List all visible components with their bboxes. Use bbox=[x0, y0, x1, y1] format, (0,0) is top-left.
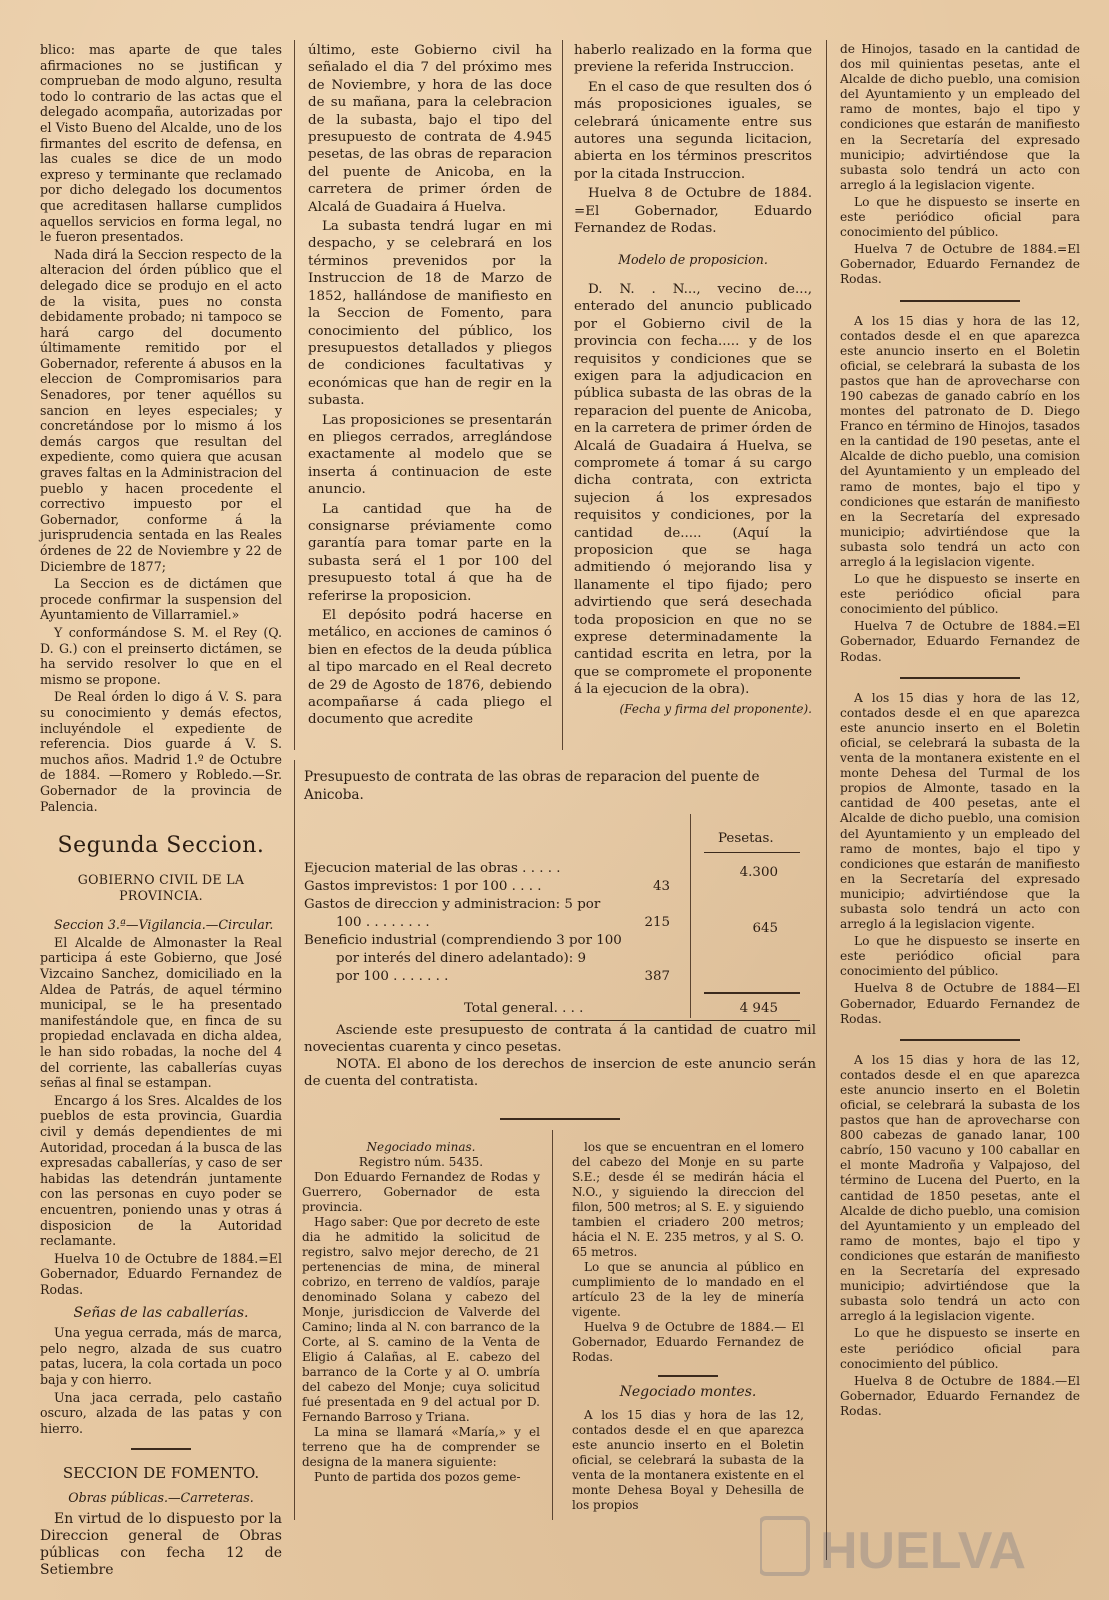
minas-block-continued bbox=[572, 1140, 804, 1513]
budget-row-total: 4.300 bbox=[739, 865, 778, 880]
col1-paragraph: Una yegua cerrada, más de marca, pelo negro, alzada de sus cuatro patas, lucera, la cola cortada un poco baja y con hierro. bbox=[40, 1325, 282, 1387]
col1-paragraph: blico: mas aparte de que tales afirmaciones no se justifican y comprueban de modo alguno, resulta todo lo contrario de las actas que el delegado acompaña, autorizadas por el Visto Bueno del Alcalde, uno de los firmantes del escrito de defensa, en las cuales se dice de un modo expreso y terminante que reclamado por dicho delegado los documentos que acreditasen hallarse cumplidos aquellos servicios en forma legal, no le fueron presentados. bbox=[40, 42, 282, 245]
budget-note: NOTA. El abono de los derechos de insercion de este anuncio serán de cuenta del contratista. bbox=[304, 1057, 816, 1089]
budget-block bbox=[304, 768, 816, 1034]
column-rule-5 bbox=[552, 1130, 553, 1520]
budget-total-label: Total general. . . . bbox=[464, 1001, 584, 1016]
column-rule-1 bbox=[294, 40, 295, 750]
budget-row-label: Ejecucion material de las obras . . . . . bbox=[304, 861, 561, 876]
budget-row-label: Gastos de direccion y administracion: 5 por bbox=[304, 897, 601, 912]
watermark-shield-icon bbox=[760, 1510, 1060, 1580]
col2-paragraph: El depósito podrá hacerse en metálico, en acciones de caminos ó bien en efectos de la deuda pública al tipo marcado en el Real decreto de 29 de Agosto de 1876, debiendo acompañarse á cada pliego el documento que acredite bbox=[308, 608, 552, 728]
budget-bottom-rule bbox=[470, 1020, 800, 1021]
budget-row-amount: 43 bbox=[652, 879, 670, 894]
column-1 bbox=[40, 42, 282, 1581]
col2-paragraph: último, este Gobierno civil ha señalado el dia 7 del próximo mes de Noviembre, y hora de las doce de su mañana, para la celebracion de la subasta, bajo el tipo del presupuesto de contrata de 4.945 pesetas, de las obras de reparacion del puente de Anicoba, en la carretera de primer órden de Alcalá de Guadaira á Huelva. bbox=[308, 43, 552, 215]
minas-heading: Negociado minas. bbox=[366, 1140, 476, 1154]
column-rule-4 bbox=[294, 760, 295, 1520]
divider bbox=[500, 1118, 620, 1120]
col1-paragraph: De Real órden lo digo á V. S. para su conocimiento y demás efectos, incluyéndole el expediente de referencia. Dios guarde á V. S. muchos años. Madrid 1.º de Octubre de 1884. —Romero y Robledo.—Sr. Gobernador de la provincia de Palencia. bbox=[40, 689, 282, 814]
budget-row-label: por 100 . . . . . . . bbox=[336, 969, 449, 984]
col4-paragraph: Lo que he dispuesto se inserte en este periódico oficial para conocimiento del público. bbox=[840, 194, 1080, 240]
col4-paragraph: A los 15 dias y hora de las 12, contados desde el en que aparezca este anuncio inserto en el Boletin oficial, se celebrará la subasta de los pastos que han de aprovecharse con 190 cabezas de ganado cabrío en los montes del patronato de D. Diego Franco en término de Hinojos, tasados en la cantidad de 190 pesetas, ante el Alcalde de dicho pueblo, una comision del Ayuntamiento y un empleado del ramo de montes, bajo el tipo y condiciones que estarán de manifiesto en la Secretaría del expresado municipio; advirtiéndose que la subasta solo tendrá un acto con arreglo á la legislacion vigente. bbox=[840, 313, 1080, 569]
column-2 bbox=[308, 42, 552, 731]
budget-row-label: por interés del dinero adelantado): 9 bbox=[336, 951, 586, 966]
col4-paragraph: Lo que he dispuesto se inserte en este periódico oficial para conocimiento del público. bbox=[840, 572, 1080, 617]
budget-row-label: 100 . . . . . . . . bbox=[336, 915, 430, 930]
budget-row-amount: 215 bbox=[644, 915, 670, 930]
budget-rule bbox=[690, 814, 691, 1018]
budget-row-label: Beneficio industrial (comprendiendo 3 por 100 bbox=[304, 933, 622, 948]
watermark-logo bbox=[760, 1510, 1060, 1580]
col1-paragraph: El Alcalde de Almonaster la Real participa á este Gobierno, que José Vizcaino Sanchez, domiciliado en la Aldea de Patrás, de aquel término municipal, se le ha presentado manifestándole que, en finca de su propiedad enclavada en dicha aldea, le han sido robadas, la noche del 4 del corriente, las caballerías cuyas señas al final se estampan. bbox=[40, 934, 282, 1091]
budget-header-rule bbox=[704, 852, 800, 853]
col2-paragraph: Las proposiciones se presentarán en pliegos cerrados, arreglándose exactamente al modelo que se inserta á continuacion de este anuncio. bbox=[308, 412, 552, 498]
col3-paragraph: D. N. . N..., vecino de..., enterado del anuncio publicado por el Gobierno civil de la provincia con fecha..... y de los requisitos y condiciones que se exigen para la adjudicacion en pública subasta de las obras de la reparacion del puente de Anicoba, en la carretera de primer órden de Alcalá de Guadaira á Huelva, se compromete á tomar á su cargo dicha contrata, con extricta sujecion á los expresados requisitos y condiciones, por la cantidad de..... (Aquí la proposicion que se haga admitiendo ó mejorando lisa y llanamente el tipo fijado; pero advirtiendo que será desechada toda proposicion en que no se exprese determinadamente la cantidad escrita en letra, por la que se compromete el proponente á la ejecucion de la obra). bbox=[574, 281, 812, 698]
col4-paragraph: Huelva 8 de Octubre de 1884—El Gobernador, Eduardo Fernandez de Rodas. bbox=[840, 981, 1080, 1026]
minas-paragraph: Huelva 9 de Octubre de 1884.— El Gobernador, Eduardo Fernandez de Rodas. bbox=[572, 1320, 804, 1364]
minas-paragraph: los que se encuentran en el lomero del cabezo del Monje en su parte S.E.; desde él se medirán hácia el N.O., y siguiendo la direccion del filon, 500 metros; al S. E. y siguiendo tambien el criadero 200 metros; hácia el N. E. 235 metros, y al S. O. 65 metros. bbox=[572, 1140, 804, 1259]
budget-notes bbox=[304, 1022, 816, 1090]
minas-paragraph: Don Eduardo Fernandez de Rodas y Guerrero, Gobernador de esta provincia. bbox=[302, 1170, 540, 1214]
col3-paragraph: Huelva 8 de Octubre de 1884. =El Gobernador, Eduardo Fernandez de Rodas. bbox=[574, 186, 812, 237]
fomento-heading: SECCION DE FOMENTO. bbox=[62, 1464, 260, 1483]
col1-paragraph: La Seccion es de dictámen que procede confirmar la suspension del Ayuntamiento de Villarramiel.» bbox=[40, 576, 282, 623]
col3-paragraph: haberlo realizado en la forma que previene la referida Instruccion. bbox=[574, 43, 812, 76]
col4-paragraph: Huelva 7 de Octubre de 1884.=El Gobernador, Eduardo Fernandez de Rodas. bbox=[840, 619, 1080, 664]
firma-line: (Fecha y firma del proponente). bbox=[619, 701, 812, 716]
gobierno-heading: GOBIERNO CIVIL DE LA PROVINCIA. bbox=[77, 872, 245, 903]
circular-heading: Seccion 3.ª—Vigilancia.—Circular. bbox=[54, 917, 274, 933]
budget-title: Presupuesto de contrata de las obras de reparacion del puente de Anicoba. bbox=[304, 769, 760, 803]
montes-paragraph: A los 15 dias y hora de las 12, contados desde el en que aparezca este anuncio inserto en el Boletin oficial, se celebrará la subasta de la venta de la montanera existente en el monte Dehesa Boyal y Dehesilla de los propios bbox=[572, 1408, 804, 1512]
divider bbox=[658, 1375, 718, 1377]
budget-header: Pesetas. bbox=[718, 831, 774, 846]
minas-paragraph: La mina se llamará «María,» y el terreno que ha de comprender se designa de la manera siguiente: bbox=[302, 1425, 540, 1469]
minas-paragraph: Lo que se anuncia al público en cumplimiento de lo mandado en el artículo 23 de la ley de minería vigente. bbox=[572, 1260, 804, 1319]
minas-registro: Registro núm. 5435. bbox=[358, 1155, 484, 1169]
col1-paragraph: Encargo á los Sres. Alcaldes de los pueblos de esta provincia, Guardia civil y demás dependientes de mi Autoridad, procedan á la busca de las expresadas caballerías, y caso de ser habidas las detendrán juntamente con las personas en cuyo poder se encuentren, poniendo unas y otras á disposicion de la Autoridad reclamante. bbox=[40, 1092, 282, 1249]
budget-row-amount: 387 bbox=[644, 969, 670, 984]
divider bbox=[900, 300, 1020, 302]
divider bbox=[900, 677, 1020, 679]
column-rule-3 bbox=[826, 40, 827, 1560]
col1-paragraph: En virtud de lo dispuesto por la Direccion general de Obras públicas con fecha 12 de Setiembre bbox=[40, 1511, 282, 1579]
obras-heading: Obras públicas.—Carreteras. bbox=[68, 1489, 254, 1505]
budget-note: Asciende este presupuesto de contrata á la cantidad de cuatro mil novecientas cuarenta y cinco pesetas. bbox=[304, 1023, 816, 1055]
budget-table bbox=[304, 814, 816, 1034]
col1-paragraph: Una jaca cerrada, pelo castaño oscuro, alzada de las patas y con hierro. bbox=[40, 1389, 282, 1436]
minas-block bbox=[302, 1140, 540, 1485]
col4-paragraph: A los 15 dias y hora de las 12, contados desde el en que aparezca este anuncio inserto en el Boletin oficial, se celebrará la subasta de los pastos que han de aprovecharse con 800 cabezas de ganado lanar, 100 cabrío, 150 vacuno y 100 caballar en el monte Madroña y Valpajoso, del término de Lucena del Puerto, en la cantidad de 1850 pesetas, ante el Alcalde de dicho pueblo, una comision del Ayuntamiento y un empleado del ramo de montes, bajo el tipo y condiciones que estarán de manifiesto en la Secretaría del expresado municipio; advirtiéndose que la subasta solo tendrá un acto con arreglo á la legislacion vigente. bbox=[840, 1052, 1080, 1324]
col4-paragraph: A los 15 dias y hora de las 12, contados desde el en que aparezca este anuncio inserto en el Boletin oficial, se celebrará la subasta de la venta de la montanera existente en el monte Dehesa del Turmal de los propios de Almonte, tasado en la cantidad de 400 pesetas, ante el Alcalde de dicho pueblo, una comision del Ayuntamiento y un empleado del ramo de montes, bajo el tipo y condiciones que estarán de manifiesto en la Secretaría del expresado municipio; advirtiéndose que la subasta solo tendrá un acto con arreglo á la legislacion vigente. bbox=[840, 690, 1080, 932]
montes-heading: Negociado montes. bbox=[619, 1384, 757, 1400]
minas-paragraph: Punto de partida dos pozos geme- bbox=[314, 1470, 521, 1484]
column-rule-2 bbox=[562, 40, 563, 750]
senas-heading: Señas de las caballerías. bbox=[73, 1304, 249, 1321]
col3-paragraph: En el caso de que resulten dos ó más proposiciones iguales, se celebrará únicamente entre sus autores una segunda licitacion, abierta en los términos prescritos por la citada Instruccion. bbox=[574, 79, 812, 182]
col1-paragraph: Huelva 10 de Octubre de 1884.=El Gobernador, Eduardo Fernandez de Rodas. bbox=[40, 1250, 282, 1297]
col2-paragraph: La cantidad que ha de consignarse préviamente como garantía para tomar parte en la subasta será el 1 por 100 del presupuesto total á que ha de referirse la proposicion. bbox=[308, 501, 552, 604]
col4-paragraph: de Hinojos, tasado en la cantidad de dos mil quinientas pesetas, ante el Alcalde de dicho pueblo, una comision del Ayuntamiento y un empleado del ramo de montes, bajo el tipo y condiciones que estarán de manifiesto en la Secretaría del expresado municipio; advirtiéndose que la subasta solo tendrá un acto con arreglo á la legislacion vigente. bbox=[840, 42, 1080, 192]
col4-paragraph: Lo que he dispuesto se inserte en este periódico oficial para conocimiento del público. bbox=[840, 934, 1080, 979]
budget-total-value: 4 945 bbox=[739, 1001, 778, 1016]
budget-total-rule bbox=[704, 992, 800, 994]
column-3 bbox=[574, 42, 812, 720]
col4-paragraph: Huelva 7 de Octubre de 1884.=El Gobernador, Eduardo Fernandez de Rodas. bbox=[840, 242, 1080, 287]
modelo-heading: Modelo de proposicion. bbox=[618, 252, 768, 268]
budget-subtotal: 645 bbox=[752, 921, 778, 936]
col4-paragraph: Lo que he dispuesto se inserte en este periódico oficial para conocimiento del público. bbox=[840, 1326, 1080, 1371]
column-4 bbox=[840, 42, 1080, 1421]
col1-paragraph: Nada dirá la Seccion respecto de la alteracion del órden público que el delegado dice se produjo en el acto de la visita, pues no consta debidamente probado; ni tampoco se hará cargo del documento últimamente remitido por el Gobernador, referente á abusos en la eleccion de Compromisarios para Senadores, por tener aquéllos su sancion en leyes especiales; y concretándose por lo mismo á los demás cargos que resultan del expediente, como quiera que acusan graves faltas en la Administracion del pueblo y hacen procedente el correctivo impuesto por el Gobernador, conforme á la jurisprudencia sentada en las Reales órdenes de 22 de Noviembre y 22 de Diciembre de 1877; bbox=[40, 246, 282, 574]
col4-paragraph: Huelva 8 de Octubre de 1884.—El Gobernador, Eduardo Fernandez de Rodas. bbox=[840, 1373, 1080, 1418]
watermark-text: HUELVA bbox=[820, 1522, 1027, 1580]
divider bbox=[900, 1039, 1020, 1041]
divider bbox=[131, 1448, 191, 1450]
col1-paragraph: Y conformándose S. M. el Rey (Q. D. G.) con el preinserto dictámen, se ha servido resolver lo que en el mismo se propone. bbox=[40, 624, 282, 687]
budget-row-label: Gastos imprevistos: 1 por 100 . . . . bbox=[304, 879, 542, 894]
col2-paragraph: La subasta tendrá lugar en mi despacho, y se celebrará en los términos prevenidos por la Instruccion de 18 de Marzo de 1852, hallándose de manifiesto en la Seccion de Fomento, para conocimiento del público, los presupuestos detallados y pliegos de condiciones facultativas y económicas que han de regir en la subasta. bbox=[308, 219, 552, 409]
section-title: Segunda Seccion. bbox=[57, 833, 265, 859]
minas-paragraph: Hago saber: Que por decreto de este dia he admitido la solicitud de registro, salvo mejor derecho, de 21 pertenencias de mina, de mineral cobrizo, en terreno de valdíos, paraje denominado Solana y cabezo del Monje, jurisdiccion de Valverde del Camino; linda al N. con barranco de la Corte, al S. camino de la Venta de Eligio á Calañas, al E. cabezo del barranco de la Corte y al O. umbría del cabezo del Monje; cuya solicitud fué presentada en 9 del actual por D. Fernando Barroso y Triana. bbox=[302, 1215, 540, 1424]
